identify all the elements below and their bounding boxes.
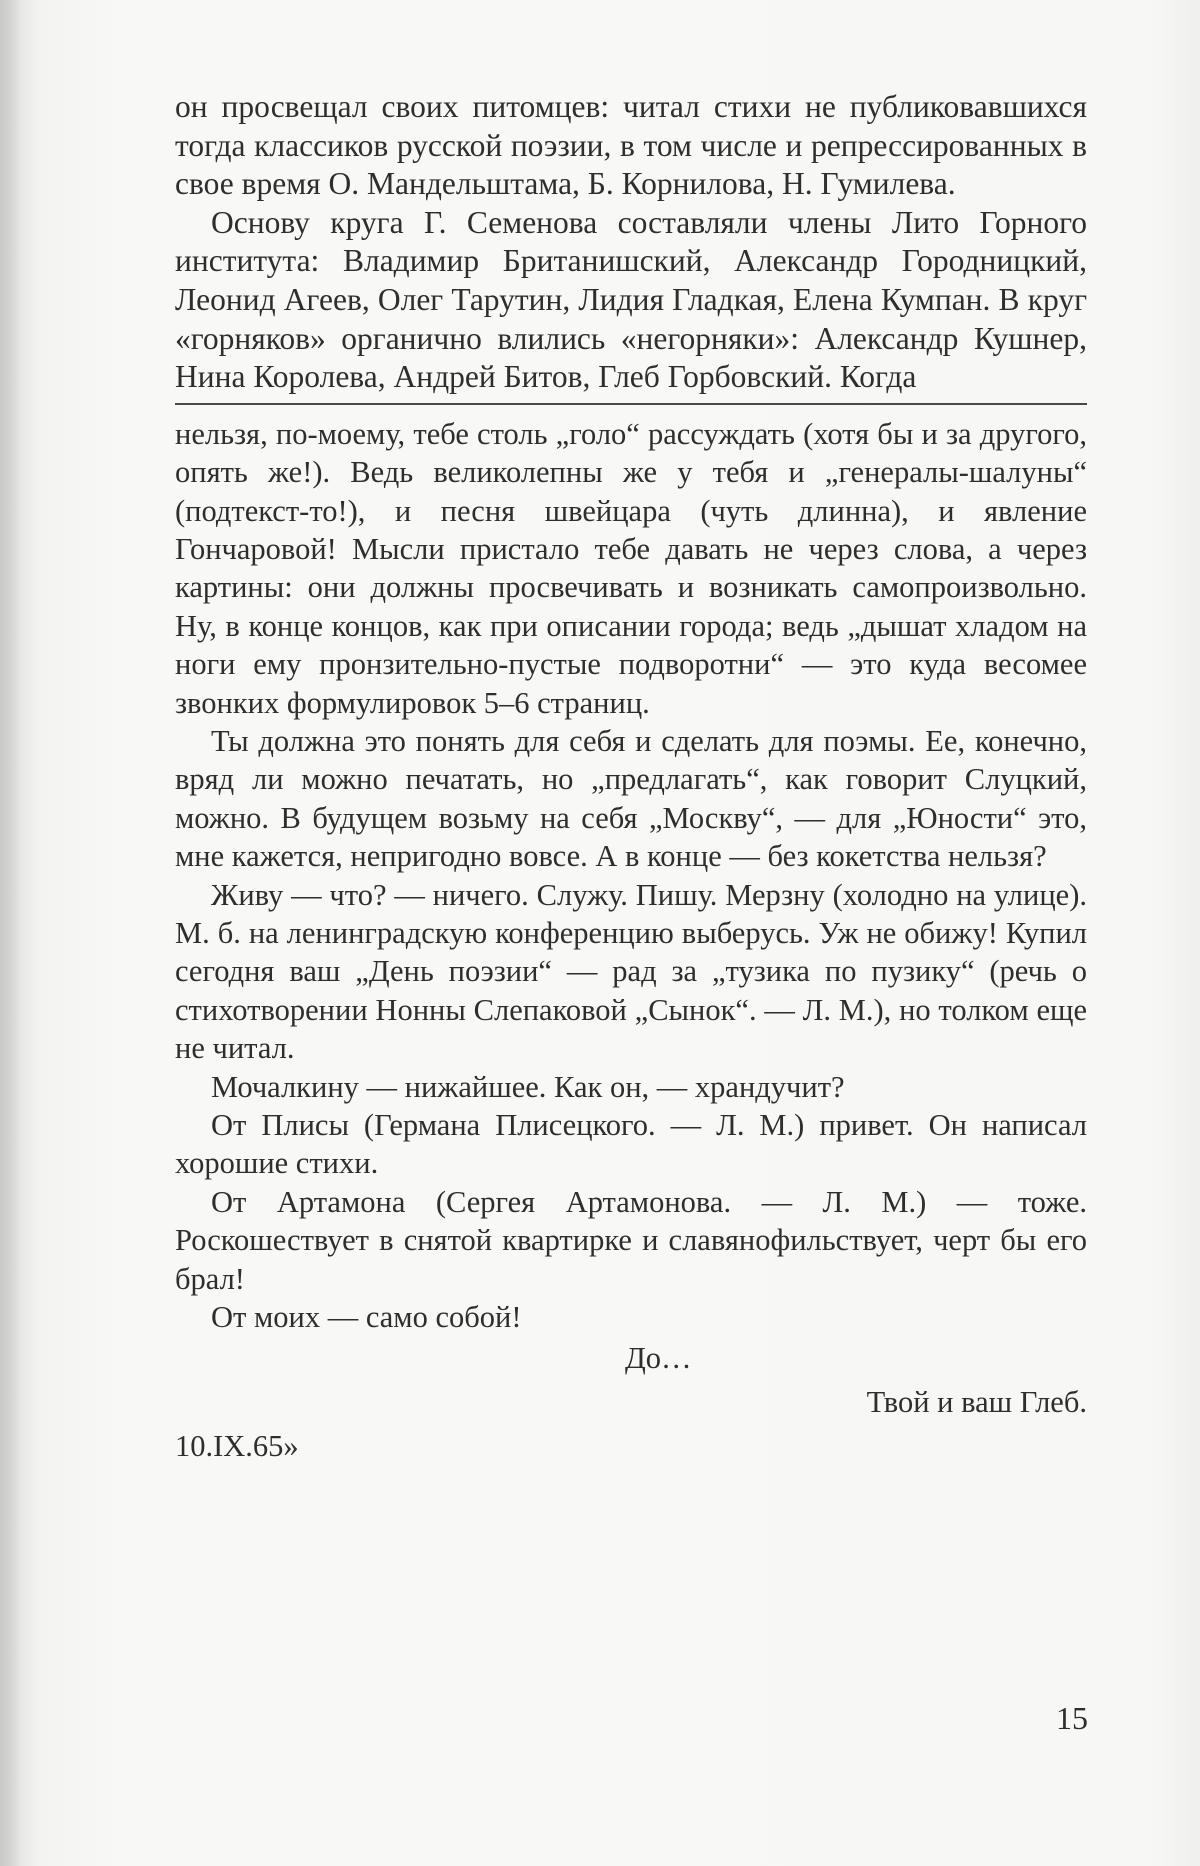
letter-signature: Твой и ваш Глеб. <box>866 1384 1087 1419</box>
letter-paragraph-5: От Плисы (Германа Плисецкого. — Л. М.) привет. Он написал хорошие стихи. <box>175 1108 1087 1181</box>
text-block <box>175 88 1087 1466</box>
paragraph-1: он просвещал своих питомцев: читал стихи не публиковавшихся тогда классиков русской поэзии, в том числе и репрессированных в свое время О. Мандельштама, Б. Корнилова, Н. Гумилева. <box>175 89 1087 202</box>
letter-date: 10.IX.65» <box>175 1429 299 1464</box>
letter-paragraph-4: Мочалкину — нижайшее. Как он, — храндучит? <box>211 1069 845 1104</box>
letter-paragraph-6: От Артамона (Сергея Артамонова. — Л. М.) — тоже. Роскошествует в снятой квартирке и славянофильствует, черт бы его брал! <box>175 1184 1087 1296</box>
section-divider <box>175 403 1087 405</box>
paragraph-2: Основу круга Г. Семенова составляли члены Лито Горного института: Владимир Британишский, Александр Городницкий, Леонид Агеев, Олег Тарутин, Лидия Гладкая, Елена Кумпан. В круг «горняков» органично влились «негорняки»: Александр Кушнер, Нина Королева, Андрей Битов, Глеб Горбовский. Когда <box>175 204 1087 395</box>
letter-paragraph-1: нельзя, по-моему, тебе столь „голо“ рассуждать (хотя бы и за другого, опять же!). Ведь великолепны же у тебя и „генералы-шалуны“ (подтекст-то!), и песня швейцара (чуть длинна), и явление Гончаровой! Мысли пристало тебе давать не через слова, а через картины: они должны просвечивать и возникать самопроизвольно. Ну, в конце концов, как при описании города; ведь „дышат хладом на ноги ему пронзительно-пустые подворотни“ — это куда весомее звонких формулировок 5–6 страниц. <box>175 416 1087 720</box>
letter-paragraph-3: Живу — что? — ничего. Служу. Пишу. Мерзну (холодно на улице). М. б. на ленинградскую конференцию выберусь. Уж не обижу! Купил сегодня ваш „День поэзии“ — рад за „тузика по пузику“ (речь о стихотворении Нонны Слепаковой „Сынок“. — Л. М.), но толком еще не читал. <box>175 877 1087 1066</box>
letter-paragraph-2: Ты должна это понять для себя и сделать для поэмы. Ее, конечно, вряд ли можно печатать, но „предлагать“, как говорит Слуцкий, можно. В будущем возьму на себя „Москву“, — для „Юности“ это, мне кажется, непригодно вовсе. А в конце — без кокетства нельзя? <box>175 724 1087 874</box>
page-number: 15 <box>1056 1700 1088 1736</box>
letter-farewell: До… <box>625 1340 692 1375</box>
letter-quote <box>175 415 1087 1466</box>
letter-paragraph-7: От моих — само собой! <box>211 1300 522 1335</box>
gutter-shadow <box>0 0 22 1866</box>
